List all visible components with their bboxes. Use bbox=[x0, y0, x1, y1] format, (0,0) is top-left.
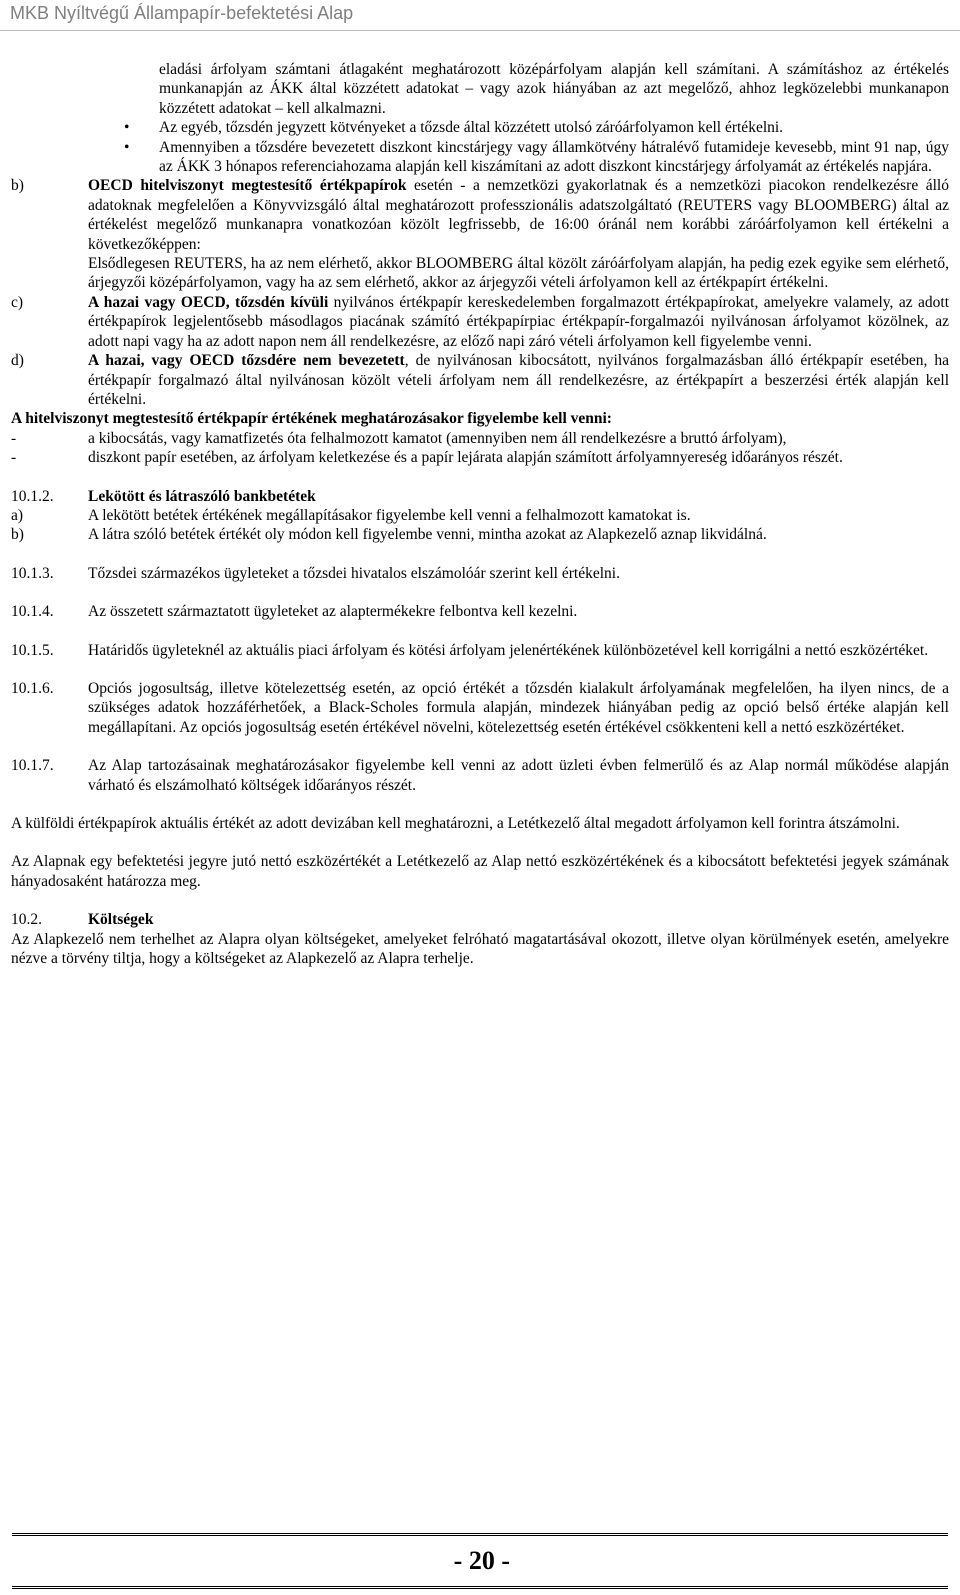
item-label: c) bbox=[11, 293, 24, 311]
section-text: Opciós jogosultság, illetve kötelezettség esetén, az opció értékét a tőzsdén kialakult árfolyamának megfelelően, ha ilyen nincs, de a szükséges adatok hozzáférhetőek, a Black-Scholes formula alapján, mindezek hiányában pedig az opció belső értéke alapján kell megállapítani. Az opciós jogosultság esetén értékével növelni, kötelezettség esetén értékével csökkenteni kell a nettó eszközértéket. bbox=[88, 679, 949, 736]
section-heading-10-2 bbox=[11, 910, 949, 929]
item-label: a) bbox=[11, 506, 24, 524]
bullet-item bbox=[11, 118, 949, 137]
numbered-section-10-1-7 bbox=[11, 756, 949, 795]
bullet-item bbox=[11, 138, 949, 177]
item-b-bold: OECD hitelviszonyt megtestesítő értékpapírok bbox=[88, 177, 407, 195]
section-text: Az összetett származtatott ügyleteket az alaptermékekre felbontva kell kezelni. bbox=[88, 603, 578, 621]
deposit-item bbox=[11, 525, 949, 544]
item-d bbox=[11, 351, 949, 409]
dash-label: - bbox=[11, 449, 17, 467]
item-d-bold: A hazai, vagy OECD tőzsdére nem bevezetett bbox=[88, 352, 405, 370]
section-title: Költségek bbox=[88, 911, 154, 929]
section-heading-10-1-2 bbox=[11, 487, 949, 506]
section-number: 10.1.4. bbox=[11, 603, 54, 621]
deposit-text: A látra szóló betétek értékét oly módon kell figyelembe venni, mintha azokat az Alapkezelő aznap likvidálná. bbox=[88, 526, 767, 544]
numbered-section-10-1-6 bbox=[11, 679, 949, 737]
nav-paragraph: Az Alapnak egy befektetési jegyre jutó nettó eszközértékét a Letétkezelő az Alap nettó eszközértékének és a kibocsátott befektetési jegyek számának hányadosaként határozza meg. bbox=[11, 853, 949, 890]
section-number: 10.1.6. bbox=[11, 679, 54, 697]
intro-continuation: eladási árfolyam számtani átlagaként meghatározott középárfolyam alapján kell számítani. A számításhoz az értékelés munkanapján az ÁKK által közzétett adatokat – vagy azok hiányában az azt megelőző, ahhoz legközelebbi munkanapon közzétett adatokat – kell alkalmazni. bbox=[159, 61, 949, 117]
page-footer bbox=[12, 1533, 948, 1589]
section-text: Határidős ügyleteknél az aktuális piaci árfolyam és kötési árfolyam jelenértékének különbözetével kell korrigálni a nettó eszközértéket. bbox=[88, 641, 929, 659]
bullet-dot-icon: • bbox=[124, 119, 130, 137]
item-label: d) bbox=[11, 352, 24, 370]
interest-heading bbox=[11, 409, 949, 428]
item-b bbox=[11, 176, 949, 292]
item-c-text: nyilvános értékpapír kereskedelemben forgalmazott értékpapírokat, amelyekre valamely, az adott értékpapírok legjelentősebb másodlagos piacának számító értékpapírpiac értékpapír-forgalmazói nyilvánosan árfolyamot közölnek, az adott napi vagy ha az adott napon nem áll rendelkezésre, az előző napi záró vételi árfolyamon kell figyelembe venni. bbox=[88, 293, 950, 350]
numbered-section-10-1-4 bbox=[11, 602, 949, 621]
deposit-item bbox=[11, 506, 949, 525]
section-number: 10.1.7. bbox=[11, 757, 54, 775]
foreign-securities-paragraph: A külföldi értékpapírok aktuális értékét az adott devizában kell meghatározni, a Letétkezelő által megadott árfolyamon kell forintra átszámolni. bbox=[11, 815, 900, 832]
document-body bbox=[11, 60, 949, 968]
item-b-paragraph bbox=[88, 176, 949, 254]
item-c-bold: A hazai vagy OECD, tőzsdén kívüli bbox=[88, 293, 329, 311]
section-text: Tőzsdei származékos ügyleteket a tőzsdei hivatalos elszámolóár szerint kell értékelni. bbox=[88, 564, 620, 582]
numbered-section-10-1-5 bbox=[11, 641, 949, 660]
numbered-section-10-1-3 bbox=[11, 564, 949, 583]
dash-item bbox=[11, 429, 949, 448]
item-d-text: , de nyilvánosan kibocsátott, nyilvános forgalmazásban álló értékpapír esetében, ha értékpapír forgalmazó által nyilvánosan közölt vételi árfolyam nem áll rendelkezésre, az értékpapírt a beszerzési érték alapján kell értékelni. bbox=[88, 352, 949, 408]
page-number: - 20 - bbox=[453, 1546, 510, 1575]
item-b-text: esetén - a nemzetközi gyakorlatnak és a nemzetközi piacokon rendelkezésre álló adatoknak megfelelően a Könyvvizsgáló által meghatározott professzionális adatszolgáltató (REUTERS vagy BLOOMBERG) által az értékelést megelőző munkanapra vonatkozóan közölt legfrissebb, de 16:00 óránál nem korábbi záróárfolyamon kell értékelni a következőképpen: bbox=[88, 177, 949, 253]
dash-text: diszkont papír esetében, az árfolyam keletkezése és a papír lejárata alapján számított árfolyamnyereség időarányos részét. bbox=[88, 449, 843, 467]
item-b-paragraph-2: Elsődlegesen REUTERS, ha az nem elérhető, akkor BLOOMBERG által közölt záróárfolyam alapján, ha pedig ezek egyike sem elérhető, árjegyzői középárfolyamon, vagy ha az sem elérhető, akkor az árjegyzői vételi árfolyamon kell az értékpapírt értékelni. bbox=[88, 255, 949, 292]
section-text: Az Alap tartozásainak meghatározásakor figyelembe kell venni az adott üzleti évben felmerülő és az Alap normál működése alapján várható és elszámolható költségek időarányos részét. bbox=[88, 757, 949, 794]
item-d-paragraph bbox=[88, 351, 949, 409]
section-number: 10.1.5. bbox=[11, 641, 54, 659]
dash-item bbox=[11, 448, 949, 467]
bullet-text: Az egyéb, tőzsdén jegyzett kötvényeket a tőzsde által közzétett utolsó záróárfolyamon kell értékelni. bbox=[159, 119, 784, 137]
bullet-text: Amennyiben a tőzsdére bevezetett diszkont kincstárjegy vagy államkötvény hátralévő futamideje kevesebb, mint 91 nap, úgy az ÁKK 3 hónapos referenciahozama alapján kell kiszámítani az adott diszkont kincstárjegy árfolyamát az értékelés napjára. bbox=[159, 138, 949, 176]
item-label: b) bbox=[11, 526, 24, 544]
item-c bbox=[11, 293, 949, 351]
section-number: 10.2. bbox=[11, 911, 42, 929]
section-title: Lekötött és látraszóló bankbetétek bbox=[88, 487, 316, 505]
bullet-dot-icon: • bbox=[124, 138, 130, 156]
costs-paragraph: Az Alapkezelő nem terhelhet az Alapra olyan költségeket, amelyeket felróható magatartásával okozott, illetve olyan körülmények esetén, amelyekre nézve a törvény tiltja, hogy a költségeket az Alapkezelő az Alapra terhelje. bbox=[11, 930, 949, 968]
dash-label: - bbox=[11, 429, 17, 447]
deposit-text: A lekötött betétek értékének megállapításakor figyelembe kell venni a felhalmozott kamatokat is. bbox=[88, 506, 691, 524]
header-title: MKB Nyíltvégű Állampapír-befektetési Alap bbox=[10, 3, 354, 23]
section-number: 10.1.2. bbox=[11, 487, 54, 505]
item-c-paragraph bbox=[88, 293, 949, 351]
item-label: b) bbox=[11, 177, 24, 195]
dash-text: a kibocsátás, vagy kamatfizetés óta felhalmozott kamatot (amennyiben nem áll rendelkezésre a bruttó árfolyam), bbox=[88, 429, 787, 447]
page-header bbox=[0, 0, 960, 31]
section-number: 10.1.3. bbox=[11, 564, 54, 582]
interest-heading-text: A hitelviszonyt megtestesítő értékpapír értékének meghatározásakor figyelembe kell venni: bbox=[11, 410, 612, 428]
